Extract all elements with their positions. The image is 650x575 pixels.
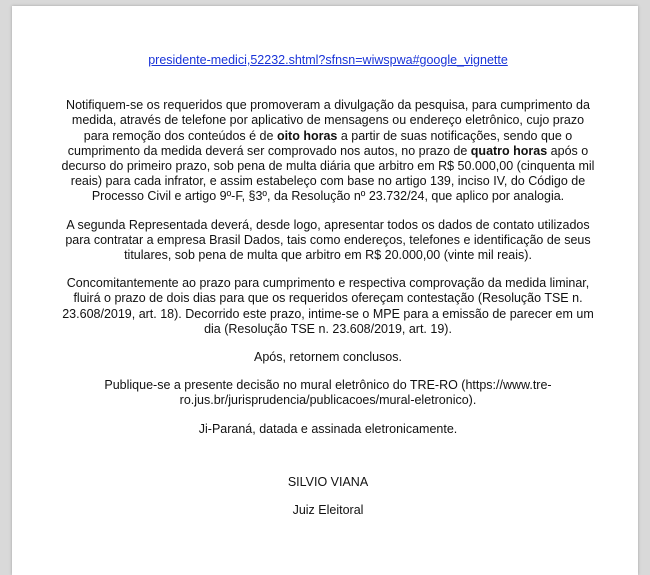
paragraph-return-conclusion: Após, retornem conclusos. (254, 350, 402, 365)
paragraph-contestation: Concomitantemente ao prazo para cumprimento e respectiva comprovação da medida liminar, fluirá o prazo de dois dias para que os requeridos ofereçam contestação (Resolução TSE n. 23.608/2019, art. 18). Decorrido este prazo, intime-se o MPE para a emissão de parecer em um dia (Resolução TSE n. 23.608/2019, art. 19). (62, 276, 594, 336)
signer-role: Juiz Eleitoral (292, 503, 364, 518)
signature-spacer (60, 450, 596, 475)
paragraph-notification (60, 98, 596, 204)
paragraph-notification-text-1: Notifiquem-se os requeridos que promoveram a divulgação da pesquisa, para cumprimento da medida, através de telefone por aplicativo de mensagens ou endereço eletrônico, cujo prazo para remoção dos conteúdos é de (66, 98, 590, 143)
paragraph-publication: Publique-se a presente decisão no mural eletrônico do TRE-RO (https://www.tre-ro.jus.br/jurisprudencia/publicacoes/mural-eletronico). (104, 378, 552, 408)
paragraph-notification-text-3: após o decurso do primeiro prazo, sob pena de multa diária que arbitro em R$ 50.000,00 (cinquenta mil reais) para cada infrator, e assim estabeleço com base no artigo 139, inciso IV, do Código de Processo Civil e artigo 9º-F, §3º, da Resolução nº 23.732/24, que aplico por analogia. (61, 143, 595, 204)
paragraph-place-date: Ji-Paraná, datada e assinada eletronicamente. (198, 421, 458, 436)
document-page (12, 6, 638, 575)
signer-name: SILVIO VIANA (287, 474, 369, 489)
document-body (60, 53, 596, 518)
paragraph-second-respondent: A segunda Representada deverá, desde logo, apresentar todos os dados de contato utilizados para contratar a empresa Brasil Dados, tais como endereços, telefones e identificação de seus titulares, sob pena de multa que arbitro em R$ 20.000,00 (vinte mil reais). (65, 217, 591, 263)
source-link-line (60, 53, 596, 68)
paragraph-notification-text-2: a partir de suas notificações, sendo que o cumprimento da medida deverá ser comprovado nos autos, no prazo de (67, 128, 573, 158)
source-link[interactable]: presidente-medici,52232.shtml?sfnsn=wiwspwa#google_vignette (148, 53, 508, 67)
deadline-eight-hours: oito horas (276, 128, 338, 143)
deadline-four-hours: quatro horas (470, 143, 548, 158)
